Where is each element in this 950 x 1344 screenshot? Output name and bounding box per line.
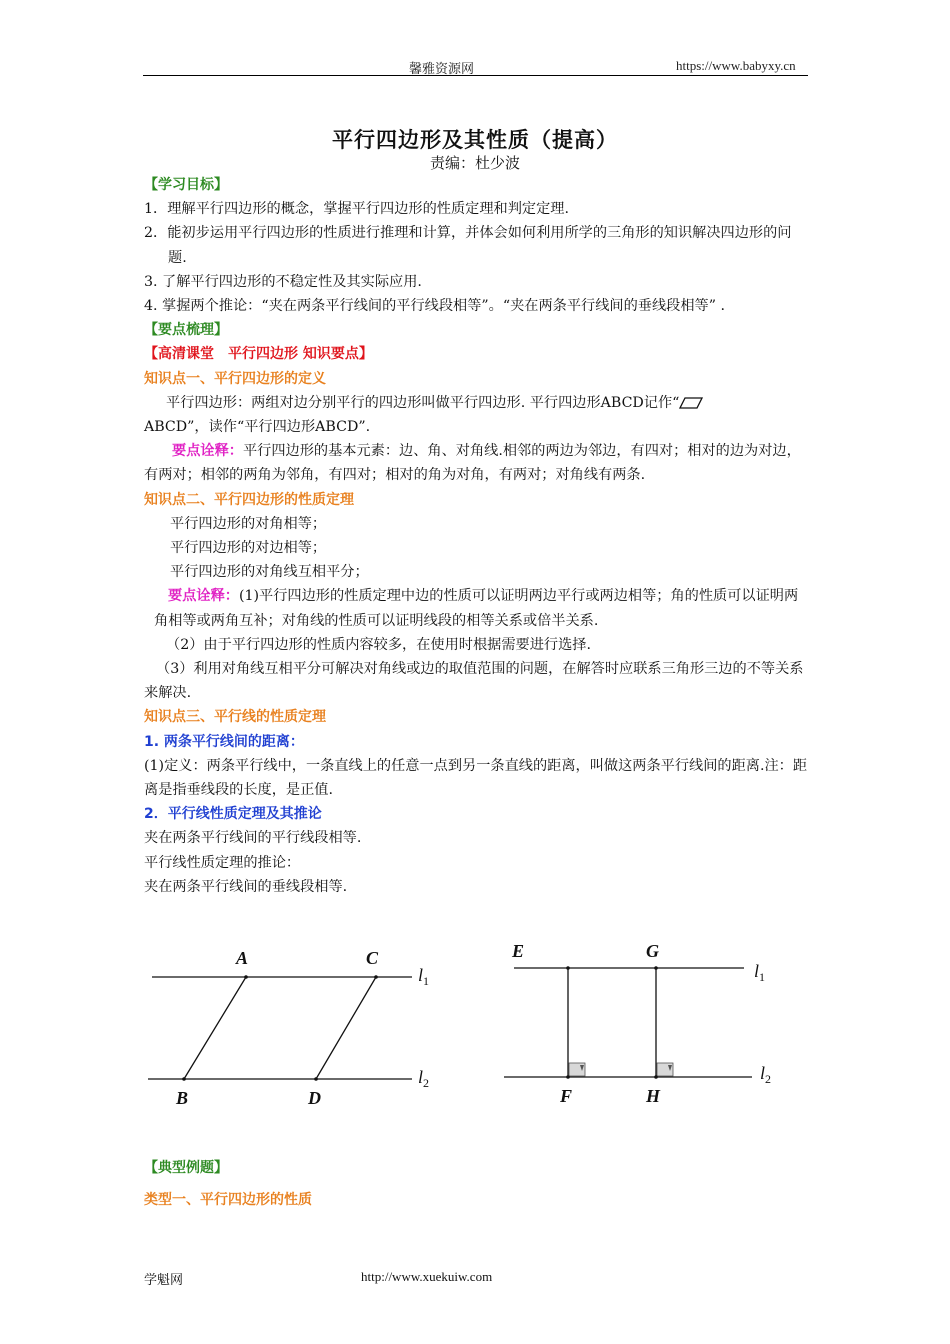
examples-heading: 【典型例题】 xyxy=(144,1160,228,1176)
k2-note-1-text: (1)平行四边形的性质定理中边的性质可以证明两边平行或两边相等；角的性质可以证明两角相等或两角互补；对角线的性质可以证明线段的相等关系或倍半关系. xyxy=(154,588,799,629)
label-f: F xyxy=(560,1086,573,1106)
footer-url[interactable]: http://www.xuekuiw.com xyxy=(361,1269,493,1284)
goal-item: 3. 了解平行四边形的不稳定性及其实际应用. xyxy=(144,273,422,290)
goal-item: 2．能初步运用平行四边形的性质进行推理和计算，并体会如何利用所学的三角形的知识解决四边形的问题. xyxy=(144,225,792,266)
point-g xyxy=(654,966,658,970)
header-url[interactable]: https://www.babyxy.cn xyxy=(676,58,796,73)
k1-definition xyxy=(144,391,808,439)
main-content xyxy=(144,173,808,899)
point-d xyxy=(314,1077,318,1081)
label-l1-left: $l_1$ xyxy=(418,965,430,988)
label-e: E xyxy=(512,941,525,961)
figure-perpendicular-segments xyxy=(504,968,752,1077)
point-a xyxy=(244,975,248,979)
point-c xyxy=(374,975,378,979)
figure-parallel-segments xyxy=(148,977,412,1079)
k1-note xyxy=(144,439,808,487)
goal-item: 1．理解平行四边形的概念，掌握平行四边形的性质定理和判定定理. xyxy=(144,201,569,218)
label-a: A xyxy=(236,948,249,968)
footer-site-name: 学魁网 xyxy=(144,1273,184,1288)
right-angle-mark-f xyxy=(569,1063,585,1076)
k1-def-pre: 平行四边形：两组对边分别平行的四边形叫做平行四边形. 平行四边形ABCD记作“ xyxy=(166,394,680,411)
point-f xyxy=(566,1075,570,1079)
k3-line-2: 平行线性质定理的推论： xyxy=(144,854,301,871)
label-g: G xyxy=(646,941,659,961)
label-l2-right: $l_2$ xyxy=(760,1063,772,1086)
keypoints-heading: 【要点梳理】 xyxy=(144,322,228,339)
video-heading[interactable]: 【高清课堂 平行四边形 知识要点】 xyxy=(144,346,373,363)
type1-heading: 类型一、平行四边形的性质 xyxy=(144,1192,312,1208)
k2-note-1 xyxy=(144,584,808,632)
segment-cd xyxy=(316,977,376,1079)
point-b xyxy=(182,1077,186,1081)
k2-prop: 平行四边形的对角线互相平分； xyxy=(170,564,369,581)
author-line: 责编：杜少波 xyxy=(429,154,520,172)
right-angle-markers xyxy=(569,1063,673,1076)
k1-note-label: 要点诠释： xyxy=(172,443,243,460)
k2-heading: 知识点二、平行四边形的性质定理 xyxy=(144,491,354,508)
k2-prop: 平行四边形的对边相等； xyxy=(170,540,327,557)
k3-line-3: 夹在两条平行线间的垂线段相等. xyxy=(144,878,348,895)
goal-item: 4. 掌握两个推论：“夹在两条平行线间的平行线段相等”。“夹在两条平行线间的垂线段相等” . xyxy=(144,298,726,315)
label-d: D xyxy=(308,1088,321,1108)
label-b: B xyxy=(176,1088,189,1108)
point-h xyxy=(654,1075,658,1079)
right-angle-mark-h xyxy=(657,1063,673,1076)
segment-ab xyxy=(184,977,246,1079)
page-title: 平行四边形及其性质（提高） xyxy=(332,128,618,152)
k2-note-label: 要点诠释： xyxy=(168,588,239,605)
label-l1-right: $l_1$ xyxy=(754,961,766,984)
header-divider xyxy=(143,75,808,76)
k1-note-text: 平行四边形的基本元素：边、角、对角线.相邻的两边为邻边，有四对；相对的边为对边，有两对；相邻的两角为邻角，有四对；相对的角为对角，有两对；对角线有两条. xyxy=(144,443,801,484)
label-c: C xyxy=(366,948,379,968)
point-e xyxy=(566,966,570,970)
k2-note-2: （2）由于平行四边形的性质内容较多，在使用时根据需要进行选择. xyxy=(166,636,591,653)
goals-heading: 【学习目标】 xyxy=(144,177,228,193)
k3-heading: 知识点三、平行线的性质定理 xyxy=(144,709,326,726)
header-site-name: 馨雅资源网 xyxy=(409,62,475,77)
k1-def-post: ABCD”，读作“平行四边形ABCD”. xyxy=(144,419,371,436)
k3-definition: (1)定义：两条平行线中，一条直线上的任意一点到另一条直线的距离，叫做这两条平行线间的距离.注：距离是指垂线段的长度，是正值. xyxy=(144,757,808,799)
k3-sub1: 1. 两条平行线间的距离： xyxy=(144,733,304,750)
k3-line-1: 夹在两条平行线间的平行线段相等. xyxy=(144,830,362,847)
label-h: H xyxy=(646,1086,661,1106)
label-l2-left: $l_2$ xyxy=(418,1067,430,1090)
k2-prop: 平行四边形的对角相等； xyxy=(170,515,327,532)
parallel-lines-figures xyxy=(140,935,790,1115)
k2-note-3: （3）利用对角线互相平分可解决对角线或边的取值范围的问题，在解答时应联系三角形三边的不等关系来解决. xyxy=(144,661,804,702)
parallelogram-icon xyxy=(679,397,703,409)
k3-sub2: 2．平行线性质定理及其推论 xyxy=(144,806,322,823)
k1-heading: 知识点一、平行四边形的定义 xyxy=(144,370,326,387)
